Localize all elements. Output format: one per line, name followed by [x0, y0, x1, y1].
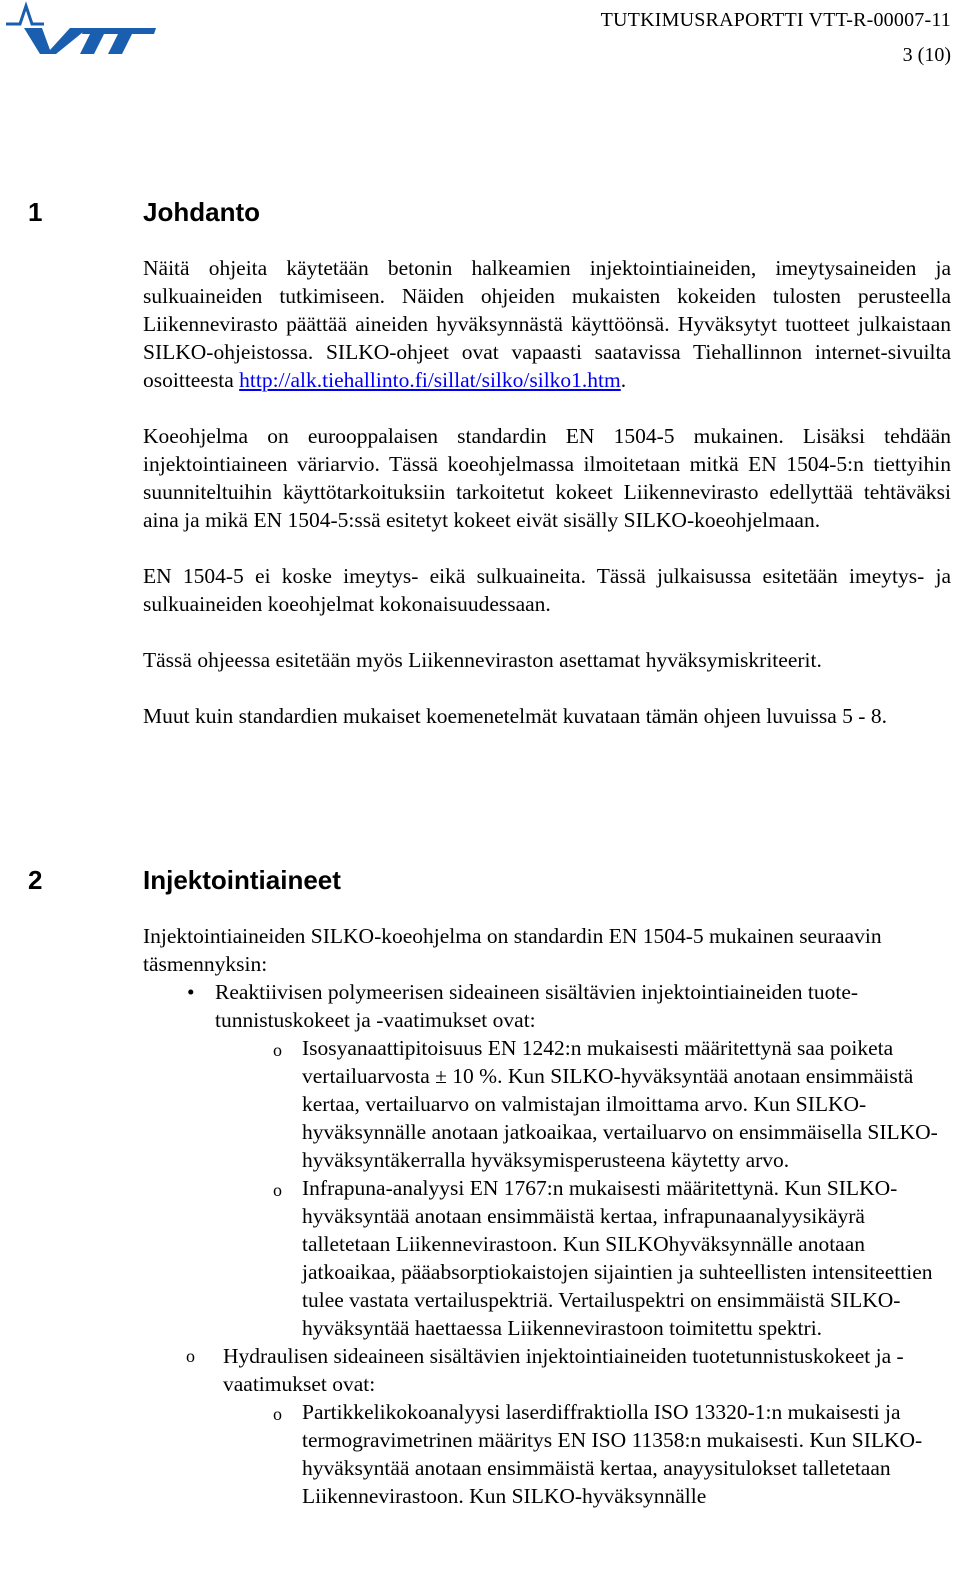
paragraph: Koeohjelma on eurooppalaisen standardin EN 1504-5 mukainen. Lisäksi tehdään injektointiaineen väriarvio. Tässä koeohjelmassa ilmoitetaan mitkä EN 1504-5:n tiettyihin suunniteltuihin käyttötarkoituksiin tarkoitetut kokeet Liikennevirasto edellyttää tehtäväksi aina ja mikä EN 1504-5:ssä esitetyt kokeet eivät sisälly SILKO-koeohjelmaan. — [143, 424, 951, 532]
list-item: o Hydraulisen sideaineen sisältävien injektointiaineiden tuotetunnistuskokeet ja -vaatimukset ovat: o Partikkelikokoanalyysi laserdiffraktiolla ISO 13320-1:n mukaisesti ja termogravimetrinen määritys EN ISO 11358:n mukaisesti. Kun SILKO-hyväksyntää anotaan ensimmäistä kertaa, anayysitulokset talletetaan Liikennevirastoon. Kun SILKO-hyväksynnälle — [143, 1342, 951, 1510]
list-item: • Reaktiivisen polymeerisen sideaineen sisältävien injektointiaineiden tuotetunnistuskokeet ja -vaatimukset ovat: o Isosyanaattipitoisuus EN 1242:n mukaisesti määritettynä saa poiketa vertailuarvosta ± 10 %. Kun SILKO-hyväksyntää anotaan ensimmäistä kertaa, vertailuarvo on valmistajan ilmoittama arvo. Kun SILKO-hyväksynnälle anotaan jatkoaikaa, vertailuarvo on ensimmäisella SILKO-hyväksyntäkerralla hyväksymisperusteena käytetty arvo. o Infrapuna-analyysi EN 1767:n mukaisesti määritettynä. Kun SILKO-hyväksyntää anotaan ensimmäistä kertaa, infrapunaanalyysikäyrä talletetaan Liikennevirastoon. Kun SILKOhyväksynnälle anotaan jatkoaikaa, pääabsorptiokaistojen sijaintien ja suhteellisten intensiteettien tulee vastata vertailuspektriä. Vertailuspektri on ensimmäistä SILKO-hyväksyntää haettaessa Liikennevirastoon toimitettu spektri. — [143, 978, 951, 1342]
page-number: 3 (10) — [902, 44, 951, 66]
bullet: • — [187, 980, 195, 1004]
paragraph: Injektointiaineiden SILKO-koeohjelma on standardin EN 1504-5 mukainen seuraavin täsmennyksin: — [143, 924, 882, 976]
bullet: o — [273, 1404, 282, 1424]
bullet: o — [273, 1040, 282, 1060]
sub-list — [215, 1398, 951, 1510]
list-item: o Isosyanaattipitoisuus EN 1242:n mukaisesti määritettynä saa poiketa vertailuarvosta ± 10 %. Kun SILKO-hyväksyntää anotaan ensimmäistä kertaa, vertailuarvo on valmistajan ilmoittama arvo. Kun SILKO-hyväksynnälle anotaan jatkoaikaa, vertailuarvo on ensimmäisella SILKO-hyväksyntäkerralla hyväksymisperusteena käytetty arvo. — [273, 1036, 938, 1172]
section-title: Injektointiaineet — [143, 865, 341, 895]
sub-list — [215, 1034, 951, 1342]
section-1-body — [143, 254, 951, 730]
vtt-logo — [4, 0, 158, 54]
section-number: 2 — [28, 865, 43, 895]
paragraph: Muut kuin standardien mukaiset koemenetelmät kuvataan tämän ohjeen luvuissa 5 - 8. — [143, 704, 887, 728]
paragraph: Tässä ohjeessa esitetään myös Liikenneviraston asettamat hyväksymiskriteerit. — [143, 648, 822, 672]
section-number: 1 — [28, 197, 43, 227]
list-item: o Partikkelikokoanalyysi laserdiffraktiolla ISO 13320-1:n mukaisesti ja termogravimetrinen määritys EN ISO 11358:n mukaisesti. Kun SILKO-hyväksyntää anotaan ensimmäistä kertaa, anayysitulokset talletetaan Liikennevirastoon. Kun SILKO-hyväksynnälle — [273, 1400, 923, 1508]
report-id: TUTKIMUSRAPORTTI VTT-R-00007-11 — [600, 9, 951, 31]
section-2-body — [143, 922, 951, 1510]
requirements-list — [143, 978, 951, 1510]
silko-link[interactable]: http://alk.tiehallinto.fi/sillat/silko/silko1.htm — [239, 368, 621, 392]
paragraph: EN 1504-5 ei koske imeytys- eikä sulkuaineita. Tässä julkaisussa esitetään imeytys- ja sulkuaineiden koeohjelmat kokonaisuudessaan. — [143, 564, 951, 616]
bullet: o — [186, 1346, 195, 1366]
paragraph: Näitä ohjeita käytetään betonin halkeamien injektointiaineiden, imeytysaineiden ja sulkuaineiden tutkimiseen. Näiden ohjeiden mukaisten kokeiden tulosten perusteella Liikennevirasto päättää aineiden hyväksynnästä käyttöönsä. Hyväksytyt tuotteet julkaistaan SILKO-ohjeistossa. SILKO-ohjeet ovat vapaasti saatavissa Tiehallinnon internet-sivuilta osoitteesta http://alk.tiehallinto.fi/sillat/silko/silko1.htm. — [143, 256, 951, 392]
list-item: o Infrapuna-analyysi EN 1767:n mukaisesti määritettynä. Kun SILKO-hyväksyntää anotaan ensimmäistä kertaa, infrapunaanalyysikäyrä talletetaan Liikennevirastoon. Kun SILKOhyväksynnälle anotaan jatkoaikaa, pääabsorptiokaistojen sijaintien ja suhteellisten intensiteettien tulee vastata vertailuspektriä. Vertailuspektri on ensimmäistä SILKO-hyväksyntää haettaessa Liikennevirastoon toimitettu spektri. — [273, 1176, 933, 1340]
section-title: Johdanto — [143, 197, 260, 227]
bullet: o — [273, 1180, 282, 1200]
